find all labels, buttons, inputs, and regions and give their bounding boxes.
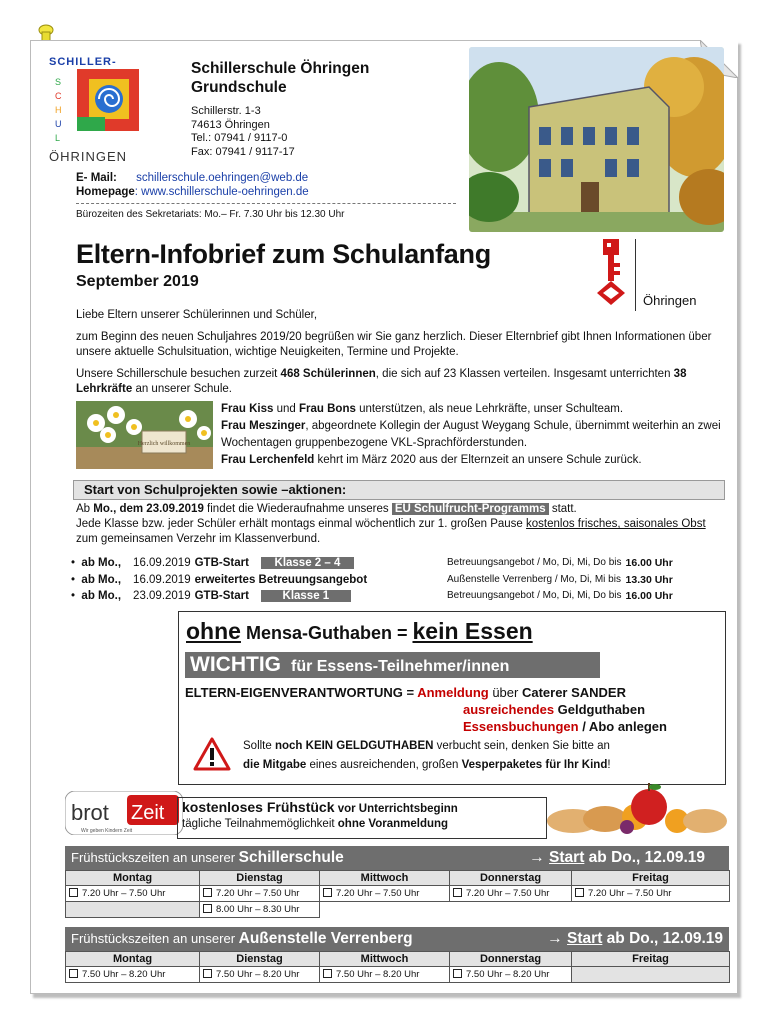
teacher-count: 38 Lehrkräfte (76, 368, 687, 395)
mensa-guthaben-text: Mensa-Guthaben = (240, 623, 413, 643)
checkbox-icon[interactable] (323, 969, 332, 978)
svg-text:L: L (55, 133, 61, 143)
svg-text:S: S (55, 77, 62, 87)
teacher-name: Frau Lerchenfeld (221, 454, 315, 466)
letter-title: Eltern-Infobrief zum Schulanfang (76, 239, 491, 269)
ausreichendes-text: ausreichendes (463, 702, 555, 717)
svg-text:U: U (55, 119, 62, 129)
staff-news (221, 401, 721, 469)
letter-subtitle: September 2019 (76, 273, 199, 290)
gtb-info (447, 555, 677, 605)
gtb-class-badge: Klasse 2 – 4 (261, 557, 355, 569)
checkbox-icon[interactable] (575, 888, 584, 897)
empty-cell (450, 902, 572, 918)
intro-paragraph: zum Beginn des neuen Schuljahres 2019/20 begrüßen wir Sie ganz herzlich. Dieser Elternbrief gibt Ihnen Informationen über unsere aktuelle Schulsituation, wichtige Neuigkeiten, Termine und Projekte. (76, 331, 712, 358)
gtb-date: 23.09.2019 (133, 590, 191, 602)
school-type: Grundschule (191, 79, 287, 96)
time-slot: 7.50 Uhr – 8.20 Uhr (82, 969, 166, 980)
breakfast-subline: tägliche Teilnahmemöglichkeit (182, 818, 338, 830)
essensbuchungen-text: Essensbuchungen (463, 719, 579, 734)
day-header: Mittwoch (320, 952, 450, 967)
projects-text: Jede Klasse bzw. jeder Schüler erhält montags einmal wöchentlich zur 1. großen Pause (76, 518, 527, 530)
time-slot: 7.20 Uhr – 7.50 Uhr (336, 888, 420, 899)
flower-sign-text: Herzlich willkommen (137, 441, 191, 447)
teacher-name: Frau Kiss (221, 403, 274, 415)
time-slot-checkbox[interactable] (66, 967, 200, 983)
gtb-info-text: Betreuungsangebot / Mo, Di, Mi, Do bis (447, 590, 622, 601)
arrow-icon: → (529, 849, 550, 866)
bar-label: Frühstückszeiten an unserer (71, 931, 239, 946)
time-slot-checkbox[interactable] (66, 886, 200, 902)
time-slot: 7.50 Uhr – 8.20 Uhr (216, 969, 300, 980)
time-slot-checkbox[interactable] (200, 902, 320, 918)
day-header: Montag (66, 871, 200, 886)
breakfast-bar-branch (65, 927, 729, 951)
gtb-class-badge: Klasse 1 (261, 590, 352, 602)
checkbox-icon[interactable] (453, 888, 462, 897)
start-date: ab Do., 12.09.19 (584, 849, 705, 866)
time-slot: 7.20 Uhr – 7.50 Uhr (588, 888, 672, 899)
start-date: ab Do., 12.09.19 (602, 930, 723, 947)
mensa-notice-box (178, 611, 726, 785)
school-name: Schillerschule Öhringen (191, 60, 370, 77)
crest-label: Öhringen (643, 293, 697, 308)
telephone: Tel.: 07941 / 9117-0 (191, 132, 288, 144)
staff-text: , abgeordnete Kollegin der August Weygang Schule, übernimmt weiterhin an zwei Wochentagen gruppenbezogene VKL-Sprachförderstunden. (221, 420, 721, 449)
gtb-prefix: ab Mo., (81, 573, 122, 586)
divider (76, 203, 456, 204)
brot-text: brot (71, 800, 109, 825)
stats-text: , die sich auf 23 Klassen verteilen. Insgesamt unterrichten (375, 368, 674, 380)
gtb-info-text: Betreuungsangebot / Mo, Di, Mi, Do bis (447, 557, 622, 568)
gtb-label: GTB-Start (194, 590, 249, 602)
parent-responsibility (185, 684, 667, 735)
street: Schillerstr. 1-3 (191, 105, 261, 117)
breakfast-table-main (65, 870, 730, 918)
crest-divider (635, 239, 636, 311)
student-count: 468 Schülerinnen (280, 368, 376, 380)
homepage-link[interactable]: : www.schillerschule-oehringen.de (134, 186, 309, 198)
abo-text: / Abo anlegen (578, 719, 667, 734)
sollte-text: verbucht sein, denken Sie bitte an (433, 740, 610, 752)
wichtig-subtitle: für Essens-Teilnehmer/innen (290, 658, 510, 675)
day-header: Dienstag (200, 952, 320, 967)
brotzeit-tagline: Wir geben Kindern Zeit (81, 828, 133, 834)
breakfast-bar-main (65, 846, 729, 870)
vesperpaket-text: Vesperpaketes für Ihr Kind (461, 759, 608, 771)
gtb-date: 16.09.2019 (133, 573, 191, 586)
gtb-time: 16.00 Uhr (625, 590, 673, 602)
welcome-flowers-photo (76, 401, 213, 469)
geldguthaben-text: Geldguthaben (554, 702, 646, 717)
mitgabe-text: die Mitgabe (243, 759, 307, 771)
stats-text: Unsere Schillerschule besuchen zurzeit (76, 368, 281, 380)
svg-text:H: H (55, 105, 62, 115)
greeting: Liebe Eltern unserer Schülerinnen und Schüler, (76, 309, 318, 321)
bar-label: Frühstückszeiten an unserer (71, 850, 239, 865)
logo-text: SCHILLER- (49, 56, 117, 68)
warning-icon (193, 737, 231, 771)
letter-page (30, 40, 738, 994)
ueber-text: über (488, 685, 522, 700)
bar-location: Außenstelle Verrenberg (238, 930, 413, 947)
breakfast-times-main (65, 846, 729, 918)
time-slot: 8.00 Uhr – 8.30 Uhr (216, 904, 300, 915)
checkbox-icon[interactable] (453, 969, 462, 978)
office-hours: Bürozeiten des Sekretariats: Mo.– Fr. 7.30 Uhr bis 12.30 Uhr (76, 209, 345, 220)
gtb-prefix: ab Mo., (81, 590, 122, 602)
empty-cell (572, 902, 730, 918)
time-slot-checkbox[interactable] (200, 967, 320, 983)
homepage-label: Homepage (76, 186, 135, 198)
empty-cell (320, 902, 450, 918)
start-label: Start (567, 930, 603, 947)
gtb-info-text: Außenstelle Verrenberg / Mo, Di, Mi bis (447, 573, 621, 585)
day-header: Donnerstag (450, 871, 572, 886)
empty-cell (572, 967, 730, 983)
gtb-row: • ab Mo., 16.09.2019 erweitertes Betreuungsangebot (71, 572, 371, 589)
time-slot-checkbox[interactable] (450, 886, 572, 902)
projects-text: statt. (548, 503, 577, 515)
checkbox-icon[interactable] (203, 969, 212, 978)
gtb-row: • ab Mo., 23.09.2019 GTB-Start Klasse 1 (71, 588, 371, 605)
kein-geldguthaben-text: noch KEIN GELDGUTHABEN (274, 740, 434, 752)
table-row (66, 967, 730, 983)
breakfast-headline: kostenloses Frühstück (182, 799, 335, 815)
wichtig-bar (185, 652, 600, 678)
sollte-text: eines ausreichenden, großen (306, 759, 462, 771)
checkbox-icon[interactable] (69, 969, 78, 978)
anmeldung-text: Anmeldung (417, 685, 489, 700)
gtb-time: 13.30 Uhr (625, 573, 673, 586)
fax: Fax: 07941 / 9117-17 (191, 145, 295, 158)
projects-text: zum gemeinsamen Verzehr im Klassenverbund. (76, 533, 321, 545)
bar-start (529, 846, 705, 870)
projects-text: findet die Wiederaufnahme unseres (203, 503, 392, 515)
day-header: Mittwoch (320, 871, 450, 886)
time-slot-checkbox[interactable] (450, 967, 572, 983)
mensa-kein-essen: kein Essen (412, 618, 533, 644)
contact-block (76, 171, 309, 199)
day-header: Montag (66, 952, 200, 967)
day-header: Freitag (572, 952, 730, 967)
section-projects-title: Start von Schulprojekten sowie –aktionen: (73, 480, 725, 500)
gtb-prefix: ab Mo., (81, 557, 122, 569)
free-fruit-text: kostenlos frisches, saisonales Obst (526, 518, 706, 530)
wichtig-label: WICHTIG (190, 653, 281, 676)
start-label: Start (549, 849, 585, 866)
breakfast-times-branch (65, 927, 729, 983)
email-link[interactable]: schillerschule.oehringen@web.de (136, 172, 309, 184)
time-slot-checkbox[interactable] (320, 967, 450, 983)
checkbox-icon[interactable] (323, 888, 332, 897)
time-slot: 7.50 Uhr – 8.20 Uhr (466, 969, 550, 980)
staff-text: und (273, 403, 299, 415)
breakfast-no-registration: ohne Voranmeldung (337, 818, 449, 830)
teacher-name: Frau Meszinger (221, 420, 306, 432)
checkbox-icon[interactable] (69, 888, 78, 897)
time-slot: 7.20 Uhr – 7.50 Uhr (466, 888, 550, 899)
time-slot-checkbox[interactable] (320, 886, 450, 902)
staff-text: kehrt im März 2020 aus der Elternzeit an unsere Schule zurück. (314, 454, 642, 466)
sollte-text: ! (607, 759, 611, 771)
fruit-bread-image (543, 777, 729, 839)
svg-text:C: C (55, 91, 62, 101)
day-header: Donnerstag (450, 952, 572, 967)
table-row (66, 902, 730, 918)
gtb-label: GTB-Start (194, 557, 249, 569)
empty-cell (66, 902, 200, 918)
address-block (191, 105, 295, 159)
gtb-schedule (71, 555, 371, 605)
school-building-photo (469, 47, 724, 232)
bar-start (547, 927, 723, 951)
checkbox-icon[interactable] (203, 904, 212, 913)
eu-program-highlight: EU Schulfrucht-Programms (392, 503, 549, 515)
brotzeit-logo (65, 791, 183, 835)
time-slot: 7.20 Uhr – 7.50 Uhr (82, 888, 166, 899)
gtb-row: • ab Mo., 16.09.2019 GTB-Start Klasse 2 – 4 (71, 555, 371, 572)
zeit-text: Zeit (131, 802, 165, 824)
gtb-time: 16.00 Uhr (625, 557, 673, 569)
sollte-notice (243, 737, 713, 775)
responsibility-label: ELTERN-EIGENVERANTWORTUNG = (185, 685, 418, 700)
time-slot: 7.50 Uhr – 8.20 Uhr (336, 969, 420, 980)
staff-text: unterstützen, als neue Lehrkräfte, unser Schulteam. (355, 403, 624, 415)
school-stats-paragraph (76, 367, 726, 397)
mensa-headline (186, 618, 533, 645)
table-row (66, 886, 730, 902)
day-header: Dienstag (200, 871, 320, 886)
city: 74613 Öhringen (191, 118, 270, 131)
bar-location: Schillerschule (238, 849, 344, 866)
caterer-name: Caterer SANDER (521, 685, 626, 700)
email-label: E- Mail: (76, 172, 117, 184)
time-slot: 7.20 Uhr – 7.50 Uhr (216, 888, 300, 899)
time-slot-checkbox[interactable] (572, 886, 730, 902)
mensa-ohne: ohne (186, 618, 241, 644)
breakfast-box (177, 797, 547, 839)
time-slot-checkbox[interactable] (200, 886, 320, 902)
school-name-block (191, 59, 369, 97)
sollte-text: Sollte (243, 740, 275, 752)
breakfast-headline-small: vor Unterrichtsbeginn (334, 803, 458, 815)
day-header: Freitag (572, 871, 730, 886)
school-logo (47, 55, 175, 167)
projects-text: Ab (76, 503, 94, 515)
gtb-date: 16.09.2019 (133, 557, 191, 569)
stats-text: an unserer Schule. (132, 383, 232, 395)
projects-paragraph (76, 502, 726, 547)
checkbox-icon[interactable] (203, 888, 212, 897)
projects-date: Mo., dem 23.09.2019 (93, 503, 204, 515)
svg-text:ÖHRINGEN: ÖHRINGEN (49, 149, 128, 164)
gtb-label: erweitertes Betreuungsangebot (194, 573, 368, 586)
arrow-icon: → (547, 930, 568, 947)
breakfast-table-branch (65, 951, 730, 983)
teacher-name: Frau Bons (299, 403, 356, 415)
